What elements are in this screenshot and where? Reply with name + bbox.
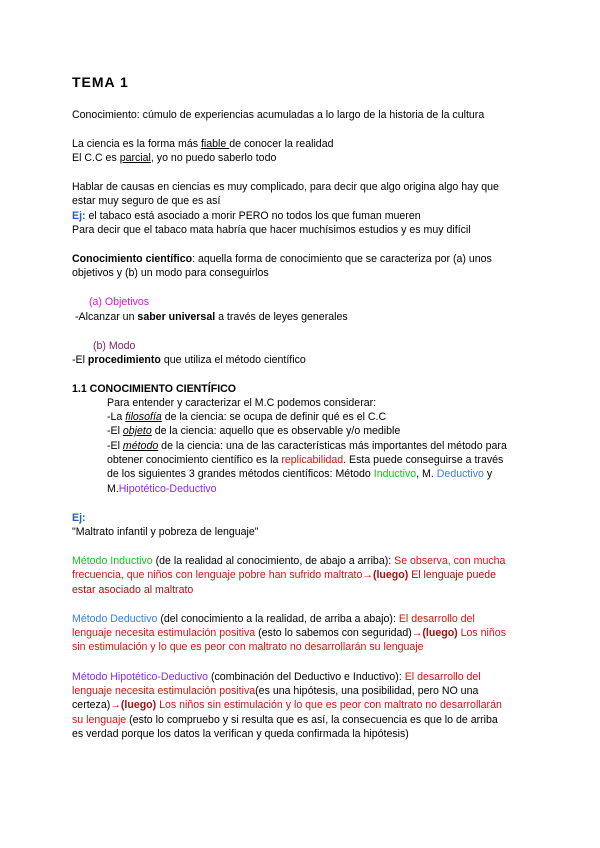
line-hipotetico: M.Hipotético-Deductivo: [107, 483, 217, 495]
page-title: TEMA 1: [72, 74, 129, 90]
line-causas-1: Hablar de causas en ciencias es muy complicado, para decir que algo origina algo hay que: [72, 181, 499, 193]
section-heading-1-1: 1.1 CONOCIMIENTO CIENTÍFICO: [72, 383, 237, 395]
line-considerar: Para entender y caracterizar el M.C podemos considerar:: [107, 397, 377, 409]
line-filosofia: -La filosofía de la ciencia: se ocupa de definir qué es el C.C: [107, 411, 387, 423]
definition-conocimiento-cientifico: Conocimiento científico: aquella forma de conocimiento que se caracteriza por (a) unos: [72, 253, 492, 265]
hipotetico-line-4: su lenguaje (esto lo compruebo y si resulta que es así, la consecuencia es que lo de arriba: [72, 714, 498, 726]
heading-objetivos: (a) Objetivos: [89, 296, 150, 308]
line-metodo: -El método de la ciencia: una de las características más importantes del método para: [107, 440, 507, 452]
line-replicabilidad: obtener conocimiento científico es la replicabilidad. Esta puede conseguirse a través: [107, 454, 504, 466]
line-objetivos-modo: objetivos y (b) un modo para conseguirlos: [72, 267, 269, 279]
line-cc-parcial: El C.C es parcial, yo no puedo saberlo todo: [72, 152, 277, 164]
definition-conocimiento: Conocimiento: cúmulo de experiencias acumuladas a lo largo de la historia de la cultura: [72, 109, 485, 121]
line-ej-tabaco: Ej: el tabaco está asociado a morir PERO no todos los que fuman mueren: [72, 210, 421, 222]
line-tres-metodos: de los siguientes 3 grandes métodos científicos: Método Inductivo, M. Deductivo y: [107, 468, 493, 480]
inductivo-line-2: frecuencia, que niños con lenguaje pobre han sufrido maltrato→(luego) El lenguaje puede: [72, 569, 497, 581]
deductivo-line-1: Método Deductivo (del conocimiento a la realidad, de arriba a abajo): El desarrollo del: [72, 613, 475, 625]
line-ciencia-fiable: La ciencia es la forma más fiable de conocer la realidad: [72, 138, 334, 150]
line-tabaco-estudios: Para decir que el tabaco mata habría que hacer muchísimos estudios y es muy difícil: [72, 224, 471, 236]
heading-modo: (b) Modo: [93, 340, 136, 352]
deductivo-line-2: lenguaje necesita estimulación positiva (esto lo sabemos con seguridad)→(luego) Los niños: [72, 627, 506, 639]
inductivo-line-3: estar asociado al maltrato: [72, 584, 194, 596]
deductivo-line-3: sin estimulación y lo que es peor con maltrato no desarrollarán su lenguaje: [72, 641, 424, 653]
hipotetico-line-1: Método Hipotético-Deductivo (combinación del Deductivo e Inductivo): El desarrollo del: [72, 671, 481, 683]
inductivo-line-1: Método Inductivo (de la realidad al conocimiento, de abajo a arriba): Se observa, con mucha: [72, 555, 506, 567]
line-procedimiento: -El procedimiento que utiliza el método científico: [72, 354, 306, 366]
hipotetico-line-5: es verdad porque los datos la verifican y queda confirmada la hipótesis): [72, 728, 409, 740]
example-label: Ej:: [72, 512, 86, 524]
line-causas-2: estar muy seguro de que es así: [72, 195, 221, 207]
hipotetico-line-3: certeza)→(luego) Los niños sin estimulación y lo que es peor con maltrato no desarrollarán: [72, 699, 502, 711]
line-objeto: -El objeto de la ciencia: aquello que es observable y/o medible: [107, 425, 401, 437]
hipotetico-line-2: lenguaje necesita estimulación positiva(es una hipótesis, una posibilidad, pero NO una: [72, 685, 479, 697]
line-saber-universal: -Alcanzar un saber universal a través de leyes generales: [75, 311, 348, 323]
example-quote: "Maltrato infantil y pobreza de lenguaje": [72, 526, 259, 538]
